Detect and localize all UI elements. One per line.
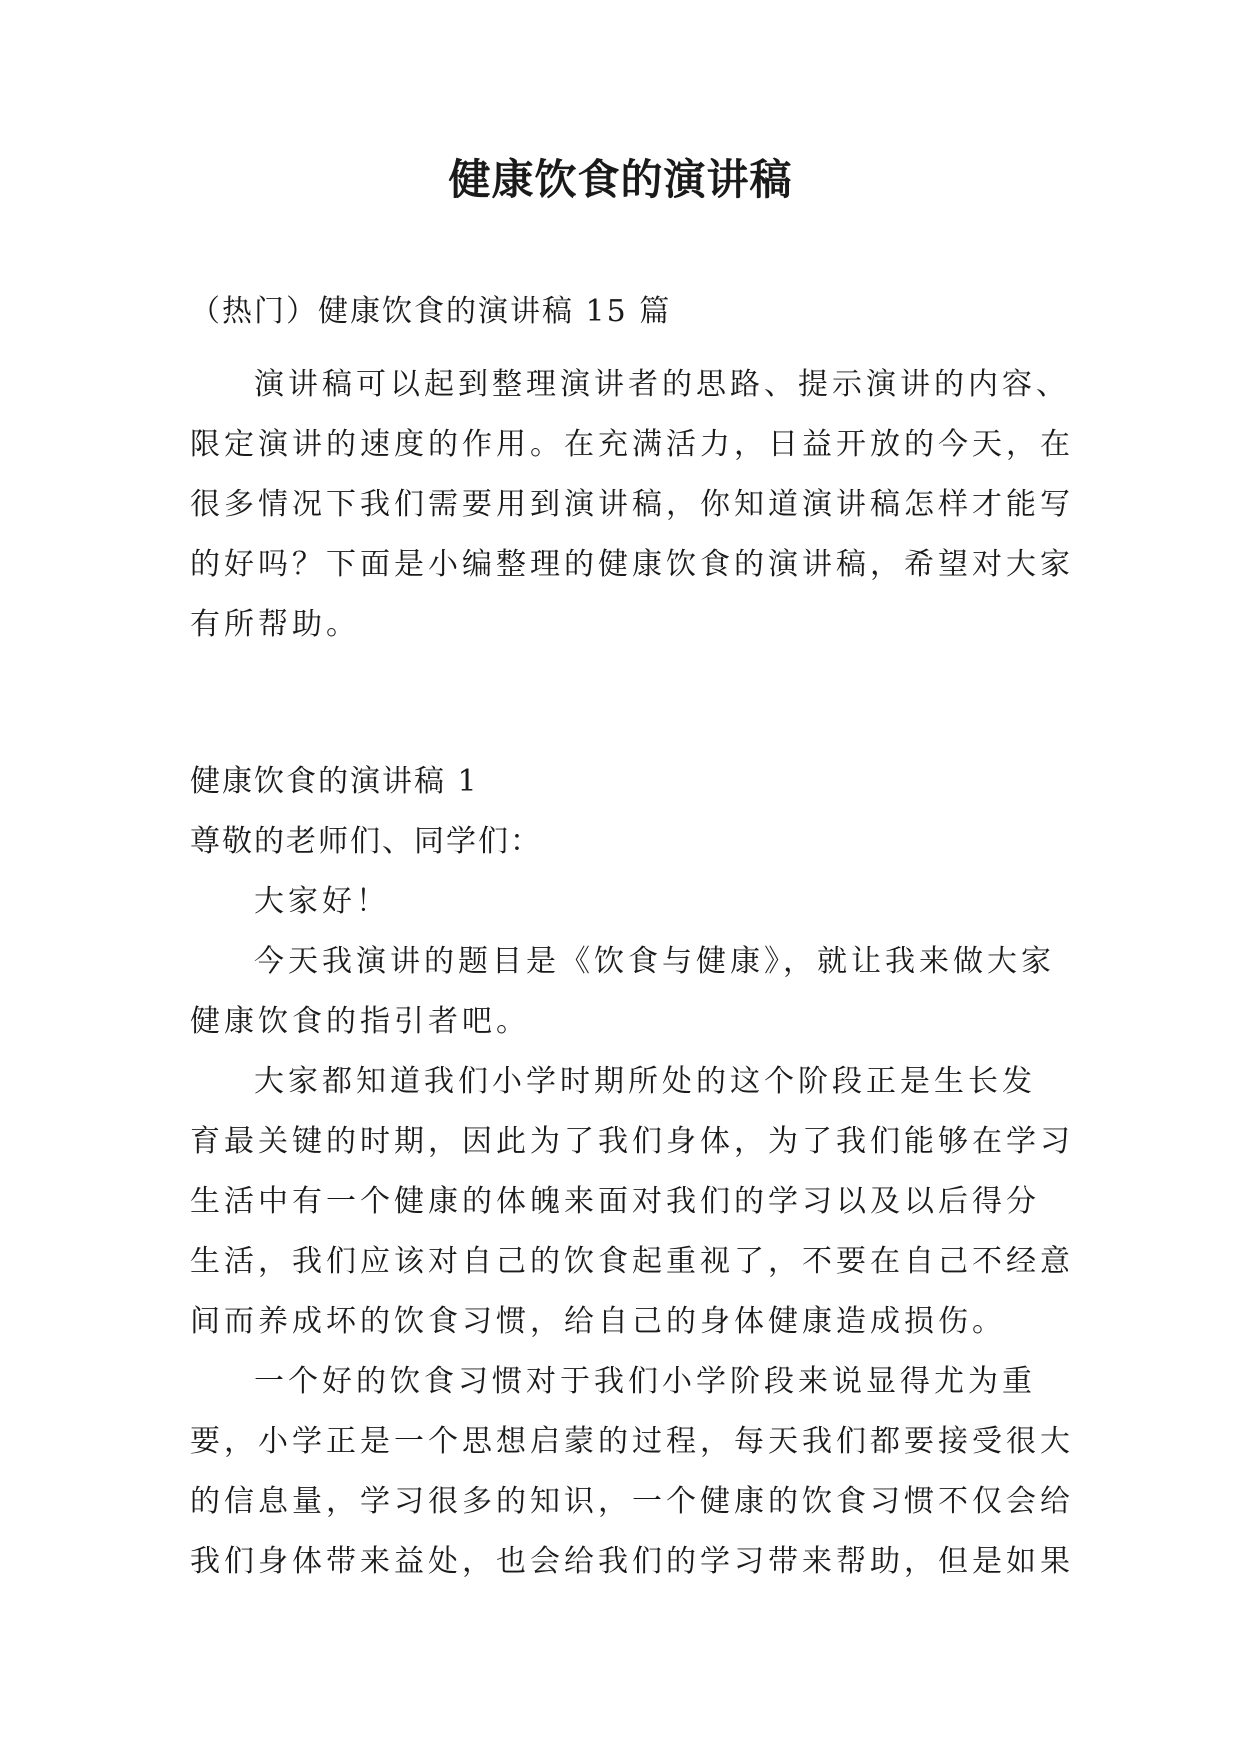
document-title: 健康饮食的演讲稿	[448, 155, 793, 204]
paragraph-1	[190, 932, 1060, 1052]
text-line: 今天我演讲的题目是《饮食与健康》，就让我来做大家	[254, 944, 1055, 979]
text-line: 健康饮食的指引者吧。	[190, 1004, 530, 1039]
text-line: 间而养成坏的饮食习惯，给自己的身体健康造成损伤。	[190, 1304, 1006, 1339]
text-line: 限定演讲的速度的作用。在充满活力，日益开放的今天，在	[190, 427, 1074, 462]
text-line: 演讲稿可以起到整理演讲者的思路、提示演讲的内容、	[254, 367, 1070, 402]
text-line: 的好吗？下面是小编整理的健康饮食的演讲稿，希望对大家	[190, 547, 1074, 582]
greeting-text: 大家好！	[254, 884, 390, 919]
paragraph-2	[190, 1052, 1074, 1352]
paragraph-3	[190, 1352, 1074, 1592]
text-line: 要，小学正是一个思想启蒙的过程，每天我们都要接受很大	[190, 1424, 1074, 1459]
text-line: 的信息量，学习很多的知识，一个健康的饮食习惯不仅会给	[190, 1484, 1074, 1519]
section-heading: 健康饮食的演讲稿 1	[190, 764, 479, 799]
text-line: 有所帮助。	[190, 607, 360, 642]
text-line: 育最关键的时期，因此为了我们身体，为了我们能够在学习	[190, 1124, 1074, 1159]
text-line: 生活，我们应该对自己的饮食起重视了，不要在自己不经意	[190, 1244, 1074, 1279]
text-line: 很多情况下我们需要用到演讲稿，你知道演讲稿怎样才能写	[190, 487, 1074, 522]
document-subtitle: （热门）健康饮食的演讲稿 15 篇	[190, 294, 672, 329]
text-line: 大家都知道我们小学时期所处的这个阶段正是生长发	[254, 1064, 1036, 1099]
salutation: 尊敬的老师们、同学们：	[190, 824, 542, 859]
intro-paragraph	[190, 355, 1074, 655]
text-line: 一个好的饮食习惯对于我们小学阶段来说显得尤为重	[254, 1364, 1036, 1399]
text-line: 生活中有一个健康的体魄来面对我们的学习以及以后得分	[190, 1184, 1040, 1219]
greeting-paragraph	[190, 872, 1060, 932]
text-line: 我们身体带来益处，也会给我们的学习带来帮助，但是如果	[190, 1544, 1074, 1579]
